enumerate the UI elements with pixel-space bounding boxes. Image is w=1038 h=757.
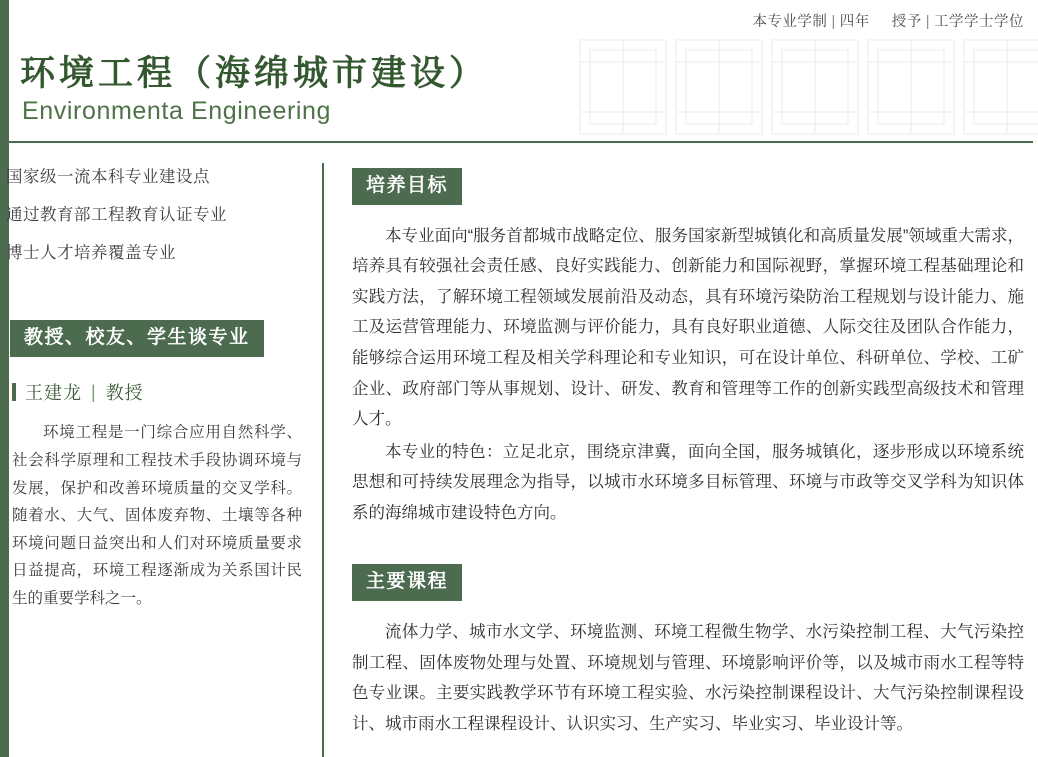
page-title-english: Environmenta Engineering bbox=[22, 97, 332, 125]
badge-item: 通过教育部工程教育认证专业 bbox=[6, 206, 227, 225]
sidebar bbox=[6, 168, 306, 612]
section-tab-label: 培养目标 bbox=[352, 168, 462, 205]
speaker-statement: 环境工程是一门综合应用自然科学、社会科学原理和工程技术手段协调环境与发展，保护和改善环境质量的交叉学科。随着水、大气、固体废弃物、土壤等各种环境问题日益突出和人们对环境质量要求日益提高，环境工程逐渐成为关系国计民生的重要学科之一。 bbox=[12, 424, 302, 607]
page-title: 环境工程（海绵城市建设） bbox=[20, 54, 489, 94]
section-body bbox=[352, 617, 1024, 739]
meta-degree-value: 工学学士学位 bbox=[934, 14, 1024, 30]
meta-degree-label: 授予 bbox=[891, 14, 922, 30]
badge-list bbox=[6, 168, 306, 262]
speaker-title: 教授 bbox=[105, 383, 144, 404]
speaker-name: 王建龙 bbox=[25, 383, 82, 404]
section-body bbox=[352, 221, 1024, 528]
meta-separator-1: | bbox=[831, 14, 836, 30]
badge-item: 国家级一流本科专业建设点 bbox=[6, 168, 210, 186]
section-main-courses bbox=[352, 564, 1024, 739]
section-training-objectives bbox=[352, 168, 1024, 528]
section-tab-label: 主要课程 bbox=[352, 564, 462, 601]
speaker-divider: | bbox=[91, 381, 97, 402]
main-content bbox=[352, 168, 1024, 739]
column-divider bbox=[322, 163, 324, 757]
badge-item: 博士人才培养覆盖专业 bbox=[6, 244, 176, 263]
section-paragraph: 本专业的特色：立足北京，围绕京津冀，面向全国，服务城镇化，逐步形成以环境系统思想和可持续发展理念为指导，以城市水环境多目标管理、环境与市政等交叉学科为知识体系的海绵城市建设特色方向。 bbox=[352, 442, 1024, 522]
program-meta bbox=[752, 10, 1024, 31]
talk-tab-label: 教授、校友、学生谈专业 bbox=[10, 320, 264, 357]
section-paragraph: 流体力学、城市水文学、环境监测、环境工程微生物学、水污染控制工程、大气污染控制工程、固体废物处理与处置、环境规划与管理、环境影响评价等，以及城市雨水工程等特色专业课。主要实践教学环节有环境工程实验、水污染控制课程设计、大气污染控制课程设计、城市雨水工程课程设计、认识实习、生产实习、毕业实习、毕业设计等。 bbox=[352, 623, 1024, 733]
header-divider bbox=[9, 141, 1033, 143]
speaker-line bbox=[12, 379, 306, 405]
meta-separator-2: | bbox=[925, 14, 930, 30]
speaker-bullet-icon bbox=[12, 383, 16, 401]
decorative-pattern bbox=[568, 32, 1038, 142]
meta-system-value: 四年 bbox=[839, 14, 870, 30]
talk-section-header bbox=[10, 320, 306, 357]
meta-system-label: 本专业学制 bbox=[752, 14, 828, 30]
page-header bbox=[9, 32, 1038, 142]
section-paragraph: 本专业面向“服务首都城市战略定位、服务国家新型城镇化和高质量发展”领域重大需求，培养具有较强社会责任感、良好实践能力、创新能力和国际视野，掌握环境工程基础理论和实践方法，了解环境工程领域发展前沿及动态，具有环境污染防治工程规划与设计能力、施工及运营管理能力、环境监测与评价能力，具有良好职业道德、人际交往及团队合作能力，能够综合运用环境工程及相关学科理论和专业知识，可在设计单位、科研单位、学校、工矿企业、政府部门等从事规划、设计、研发、教育和管理等工作的创新实践型高级技术和管理人才。 bbox=[352, 226, 1024, 429]
